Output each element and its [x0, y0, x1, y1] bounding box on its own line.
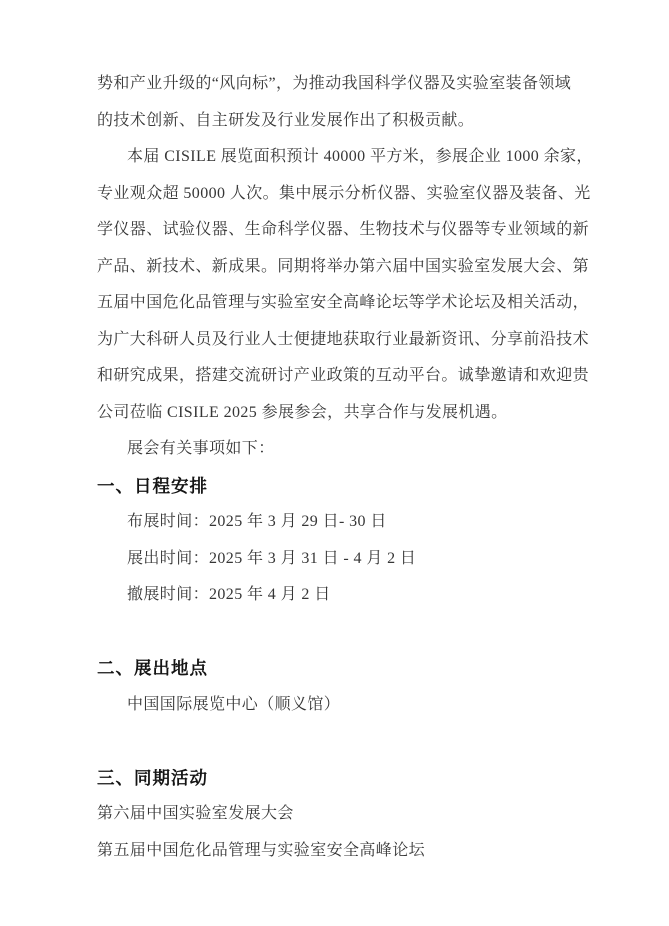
paragraph-line: 产品、新技术、新成果。同期将举办第六届中国实验室发展大会、第 [97, 257, 590, 275]
paragraph-line: 势和产业升级的“风向标”，为推动我国科学仪器及实验室装备领域 [97, 75, 572, 92]
event-line: 第六届中国实验室发展大会 [97, 805, 294, 822]
blank-line [97, 723, 603, 760]
paragraph-line: 和研究成果，搭建交流研讨产业政策的互动平台。诚挚邀请和欢迎贵 [97, 367, 590, 384]
schedule-item-teardown: 撤展时间：2025 年 4 月 2 日 [127, 586, 331, 603]
paragraph-line: 专业观众超 50000 人次。集中展示分析仪器、实验室仪器及装备、光 [97, 184, 591, 202]
section-heading-concurrent-events: 三、同期活动 [97, 767, 208, 788]
paragraph-line: 五届中国危化品管理与实验室安全高峰论坛等学术论坛及相关活动， [97, 294, 590, 311]
paragraph-line: 本届 CISILE 展览面积预计 40000 平方米，参展企业 1000 余家， [127, 148, 593, 165]
paragraph-line: 学仪器、试验仪器、生命科学仪器、生物技术与仪器等专业领域的新 [97, 221, 590, 238]
section-heading-venue: 二、展出地点 [97, 658, 208, 678]
venue-line: 中国国际展览中心（顺义馆） [127, 695, 341, 713]
paragraph-line: 公司莅临 CISILE 2025 参展参会，共享合作与发展机遇。 [97, 403, 508, 421]
schedule-item-exhibition: 展出时间：2025 年 3 月 31 日 - 4 月 2 日 [127, 549, 417, 567]
section-heading-schedule: 一、日程安排 [97, 475, 208, 496]
lead-in-line: 展会有关事项如下： [127, 440, 275, 457]
paragraph-line: 为广大科研人员及行业人士便捷地获取行业最新资讯、分享前沿技术 [97, 330, 590, 348]
schedule-item-setup: 布展时间：2025 年 3 月 29 日- 30 日 [127, 513, 387, 530]
event-line: 第五届中国危化品管理与实验室安全高峰论坛 [97, 841, 426, 859]
paragraph-line: 的技术创新、自主研发及行业发展作出了积极贡献。 [97, 111, 475, 129]
blank-line [97, 614, 603, 651]
